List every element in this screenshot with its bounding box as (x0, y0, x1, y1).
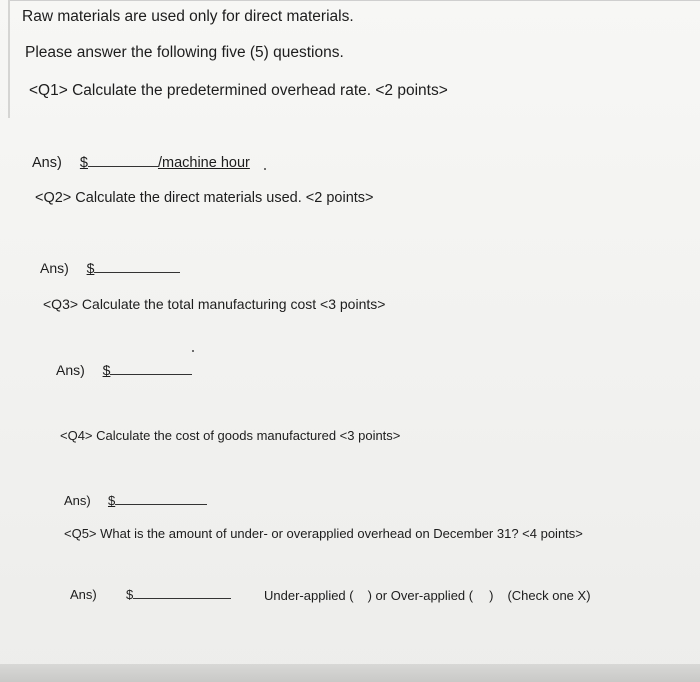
answer-4-blank[interactable] (115, 490, 207, 505)
question-1: <Q1> Calculate the predetermined overhead rate. <2 points> (29, 82, 448, 99)
answer-5-blank[interactable] (133, 584, 231, 599)
stray-mark (192, 350, 194, 352)
question-3: <Q3> Calculate the total manufacturing cost <3 points> (43, 296, 386, 312)
answer-label: Ans) (32, 155, 62, 171)
dollar-sign: $ (79, 155, 88, 171)
period-mark (264, 168, 266, 170)
under-applied-label: Under-applied ( (264, 588, 354, 603)
bottom-edge (0, 664, 700, 682)
answer-label: Ans) (64, 493, 91, 508)
answer-1 (32, 152, 250, 171)
answer-label: Ans) (70, 587, 97, 602)
answer-3 (56, 360, 192, 378)
dollar-sign: $ (107, 493, 116, 508)
answer-4 (64, 490, 207, 508)
answer-1-blank[interactable] (88, 152, 158, 167)
close-paren: ) (489, 588, 494, 603)
check-options (264, 588, 591, 603)
answer-label: Ans) (40, 260, 69, 276)
answer-label: Ans) (56, 362, 85, 378)
answer-3-blank[interactable] (110, 360, 192, 375)
unit-label: /machine hour (157, 155, 250, 171)
dollar-sign: $ (86, 260, 95, 276)
question-4: <Q4> Calculate the cost of goods manufactured <3 points> (60, 428, 401, 443)
dollar-sign: $ (125, 587, 134, 602)
question-5: <Q5> What is the amount of under- or overapplied overhead on December 31? <4 points> (64, 526, 583, 541)
left-border (8, 0, 10, 118)
answer-2 (40, 258, 180, 276)
dollar-sign: $ (102, 362, 111, 378)
answer-5 (70, 584, 231, 602)
instruction-text: Please answer the following five (5) questions. (25, 44, 344, 61)
intro-text: Raw materials are used only for direct materials. (22, 8, 354, 25)
question-2: <Q2> Calculate the direct materials used. <2 points> (35, 190, 374, 206)
over-applied-label: ) or Over-applied ( (367, 588, 474, 603)
answer-2-blank[interactable] (94, 258, 180, 273)
top-border (8, 0, 700, 1)
check-one-note: (Check one X) (507, 588, 591, 603)
